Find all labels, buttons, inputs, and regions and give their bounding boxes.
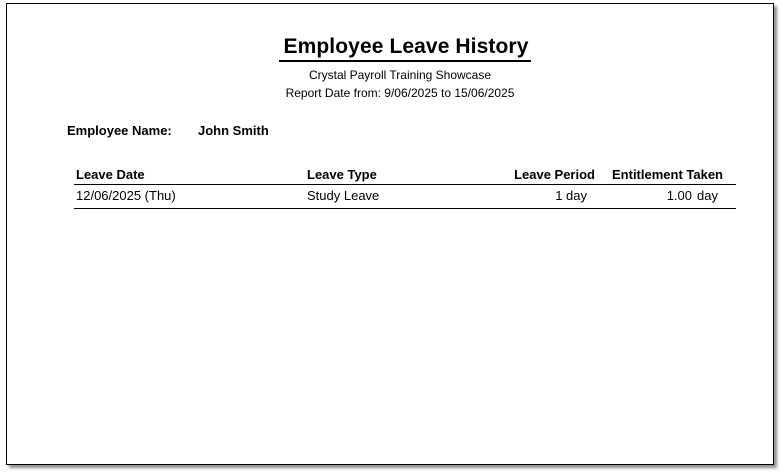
employee-name-label: Employee Name: [67, 123, 172, 138]
company-name: Crystal Payroll Training Showcase [308, 68, 492, 82]
employee-name-value: John Smith [198, 123, 269, 138]
cell-entitlement-value: 1.00 [666, 188, 692, 203]
cell-leave-date: 12/06/2025 (Thu) [76, 188, 176, 203]
title-underline [279, 60, 531, 62]
column-header-leave-period: Leave Period [514, 167, 595, 182]
report-date-range: Report Date from: 9/06/2025 to 15/06/2025 [285, 86, 515, 100]
report-title: Employee Leave History [283, 35, 529, 58]
report-page [6, 3, 774, 465]
column-header-leave-date: Leave Date [76, 167, 145, 182]
column-header-entitlement-taken: Entitlement Taken [612, 167, 724, 182]
cell-leave-period: 1 day [555, 188, 587, 203]
header-divider [74, 184, 736, 185]
cell-leave-type: Study Leave [307, 188, 380, 203]
row-divider [74, 208, 736, 209]
column-header-leave-type: Leave Type [307, 167, 377, 182]
cell-entitlement-unit: day [697, 188, 718, 203]
